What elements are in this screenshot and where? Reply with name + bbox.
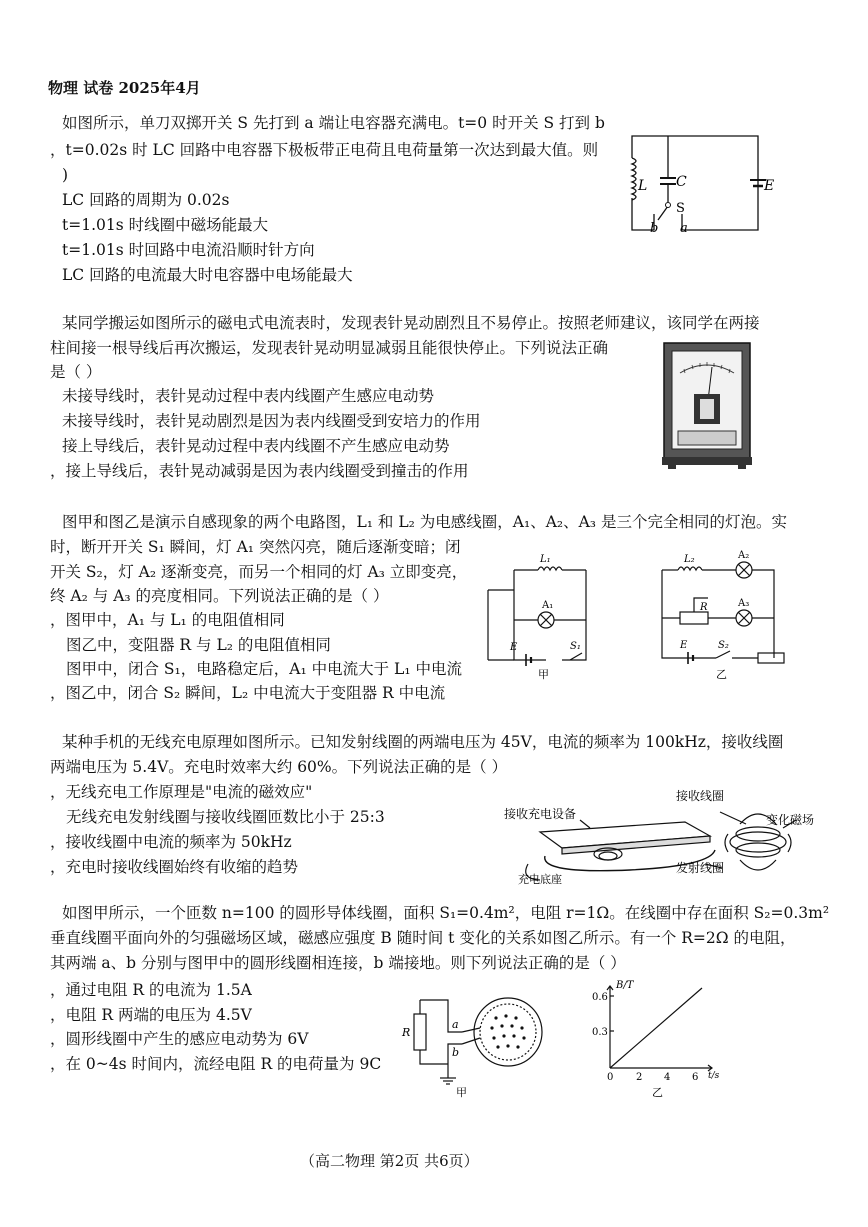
- q3-yi-label-A3: A₃: [738, 598, 750, 609]
- q3-jia-label-A1: A₁: [542, 600, 554, 611]
- q1-fig-label-L: L: [638, 178, 648, 194]
- q5-yi-tick-03: 0.3: [592, 1027, 608, 1038]
- q5-yi-xlabel: t/s: [708, 1071, 720, 1081]
- q5-yi-caption: 乙: [652, 1086, 663, 1099]
- q4-option-d: ，充电时接收线圈始终有收缩的趋势: [50, 858, 299, 876]
- q5-jia-label-R: R: [402, 1026, 411, 1039]
- q3-yi-label-L2: L₂: [684, 554, 695, 565]
- q1-lc-circuit-figure: [618, 128, 778, 243]
- q1-option-b: t=1.01s 时线圈中磁场能最大: [62, 216, 269, 234]
- q1-paren: ): [62, 166, 69, 184]
- q4-label-field: 变化磁场: [766, 813, 815, 827]
- q3-stem-line3: 开关 S₂，灯 A₂ 逐渐变亮，而另一个相同的灯 A₃ 立即变亮，: [50, 563, 468, 581]
- q5-bt-line: [610, 988, 702, 1068]
- q5-stem-line2: 垂直线圈平面向外的匀强磁场区域，磁感应强度 B 随时间 t 变化的关系如图乙所示。有一个 R=2Ω 的电阻，: [50, 929, 796, 947]
- q3-jia-label-L1: L₁: [540, 554, 551, 565]
- q3-yi-label-A2: A₂: [738, 550, 750, 561]
- q2-option-b: 未接导线时，表针晃动剧烈是因为表内线圈受到安培力的作用: [62, 412, 481, 430]
- page-footer: （高二物理 第2页 共6页）: [300, 1152, 479, 1170]
- q5-bt-graph: [592, 978, 732, 1098]
- q3-option-b: 图乙中，变阻器 R 与 L₂ 的电阻值相同: [66, 636, 331, 654]
- q3-jia-caption: 甲: [538, 668, 549, 681]
- q5-stem-line3: 其两端 a、b 分别与图甲中的圆形线圈相连接，b 端接地。则下列说法正确的是（ ）: [50, 954, 626, 972]
- q5-yi-ylabel: B/T: [616, 980, 634, 991]
- q4-label-receiver-coil: 接收线圈: [676, 789, 725, 803]
- q3-stem-line1: 图甲和图乙是演示自感现象的两个电路图，L₁ 和 L₂ 为电感线圈，A₁、A₂、A₃ 是三个完全相同的灯泡。实: [62, 513, 787, 531]
- q1-stem-line1: 如图所示，单刀双掷开关 S 先打到 a 端让电容器充满电。t=0 时开关 S 打到 b: [62, 114, 605, 132]
- q4-label-device: 接收充电设备: [504, 807, 577, 821]
- q2-stem-line3: 是（ ）: [50, 363, 102, 381]
- q1-option-a: LC 回路的周期为 0.02s: [62, 191, 230, 209]
- q5-yi-tick-0: 0: [607, 1072, 614, 1083]
- q4-label-base: 充电底座: [518, 873, 562, 886]
- q3-option-a: ，图甲中，A₁ 与 L₁ 的电阻值相同: [50, 611, 285, 629]
- q1-fig-label-S: S: [676, 201, 685, 216]
- q4-option-b: 无线充电发射线圈与接收线圈匝数比小于 25:3: [66, 808, 385, 826]
- q3-jia-label-E: E: [510, 642, 518, 653]
- q4-label-transmit-coil: 发射线圈: [676, 861, 725, 875]
- q1-option-c: t=1.01s 时回路中电流沿顺时针方向: [62, 241, 315, 259]
- q5-jia-caption: 甲: [456, 1086, 467, 1099]
- q5-option-a: ，通过电阻 R 的电流为 1.5A: [50, 981, 252, 999]
- q2-stem-line2: 柱间接一根导线后再次搬运，发现表针晃动明显减弱且能很快停止。下列说法正确: [50, 339, 609, 357]
- q3-yi-label-E: E: [680, 640, 688, 651]
- q5-option-c: ，圆形线圈中产生的感应电动势为 6V: [50, 1030, 309, 1048]
- q3-yi-caption: 乙: [716, 668, 727, 681]
- q1-fig-label-E: E: [764, 178, 775, 194]
- q3-jia-label-S1: S₁: [570, 641, 581, 652]
- q5-yi-tick-4: 4: [664, 1072, 671, 1083]
- q1-fig-label-b: b: [650, 221, 659, 236]
- q2-option-d: ，接上导线后，表针晃动减弱是因为表内线圈受到撞击的作用: [50, 462, 469, 480]
- q3-yi-label-R: R: [700, 602, 708, 613]
- q5-yi-tick-6: 6: [692, 1072, 699, 1083]
- q2-option-c: 接上导线后，表针晃动过程中表内线圈不产生感应电动势: [62, 437, 450, 455]
- q5-stem-line1: 如图甲所示，一个匝数 n=100 的圆形导体线圈，面积 S₁=0.4m²，电阻 r=1Ω。在线圈中存在面积 S₂=0.3m²: [62, 904, 830, 922]
- exam-header: 物理 试卷 2025年4月: [48, 79, 201, 97]
- q4-option-a: ，无线充电工作原理是"电流的磁效应": [50, 783, 313, 801]
- q2-galvanometer-figure: [662, 339, 754, 469]
- q5-yi-tick-2: 2: [636, 1072, 643, 1083]
- q5-jia-label-a: a: [452, 1018, 459, 1031]
- q2-stem-line1: 某同学搬运如图所示的磁电式电流表时，发现表针晃动剧烈且不易停止。按照老师建议，该同学在两接: [62, 314, 760, 332]
- q3-circuit-jia-figure: [486, 550, 611, 680]
- q4-stem-line2: 两端电压为 5.4V。充电时效率大约 60%。下列说法正确的是（ ）: [50, 758, 508, 776]
- q3-stem-line4: 终 A₂ 与 A₃ 的亮度相同。下列说法正确的是（ ）: [50, 587, 389, 605]
- q5-option-b: ，电阻 R 两端的电压为 4.5V: [50, 1006, 252, 1024]
- q3-option-d: ，图乙中，闭合 S₂ 瞬间，L₂ 中电流大于变阻器 R 中电流: [50, 684, 446, 702]
- q3-stem-line2: 时，断开开关 S₁ 瞬间，灯 A₁ 突然闪亮，随后逐渐变暗；闭: [50, 538, 461, 556]
- q3-circuit-yi-figure: [658, 548, 798, 683]
- q2-option-a: 未接导线时，表针晃动过程中表内线圈产生感应电动势: [62, 387, 435, 405]
- q5-option-d: ，在 0~4s 时间内，流经电阻 R 的电荷量为 9C: [50, 1055, 382, 1073]
- q5-yi-tick-06: 0.6: [592, 992, 608, 1003]
- q1-fig-label-a: a: [680, 221, 688, 236]
- q1-stem-line2: ，t=0.02s 时 LC 回路中电容器下极板带正电荷且电荷量第一次达到最大值。则: [50, 141, 599, 159]
- q4-option-c: ，接收线圈中电流的频率为 50kHz: [50, 833, 292, 851]
- q3-option-c: 图甲中，闭合 S₁，电路稳定后，A₁ 中电流大于 L₁ 中电流: [66, 660, 462, 678]
- q3-yi-label-S2: S₂: [718, 640, 729, 651]
- q5-coil-circuit-figure: [400, 992, 560, 1097]
- q4-stem-line1: 某种手机的无线充电原理如图所示。已知发射线圈的两端电压为 45V，电流的频率为 100kHz，接收线圈: [62, 733, 784, 751]
- q1-fig-label-C: C: [676, 174, 687, 190]
- q5-jia-label-b: b: [452, 1046, 460, 1059]
- q4-wireless-charging-figure: [500, 784, 830, 894]
- q1-option-d: LC 回路的电流最大时电容器中电场能最大: [62, 266, 353, 284]
